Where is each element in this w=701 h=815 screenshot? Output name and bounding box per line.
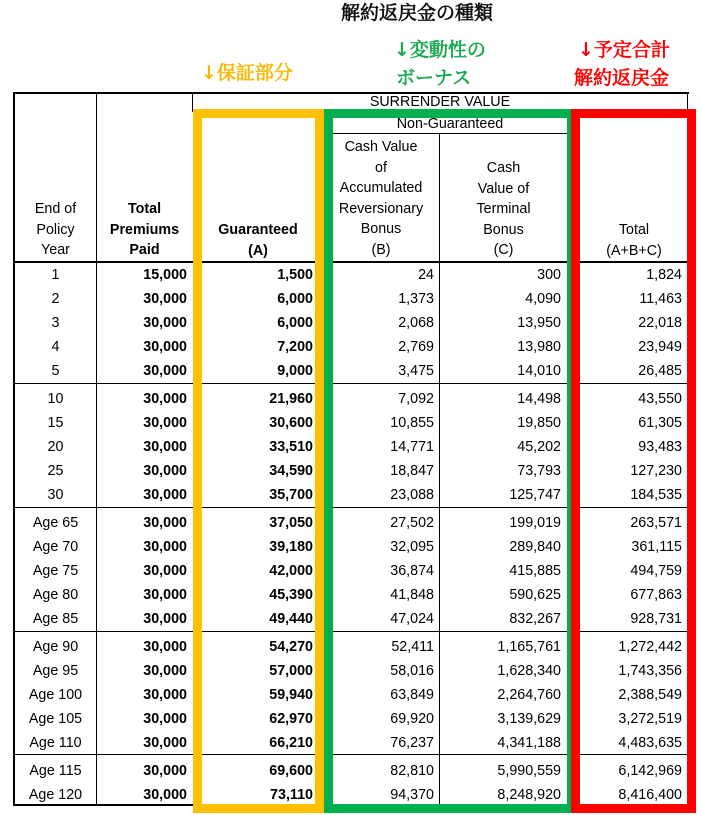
- cell-guaranteed: 59,940: [269, 687, 313, 703]
- cell-premiums: 30,000: [143, 763, 187, 779]
- cell-premiums: 30,000: [143, 315, 187, 331]
- cell-reversionary-bonus: 32,095: [390, 539, 434, 555]
- cell-total: 23,949: [638, 339, 682, 355]
- cell-total: 61,305: [638, 415, 682, 431]
- cell-premiums: 30,000: [143, 463, 187, 479]
- cell-guaranteed: 6,000: [277, 291, 313, 307]
- cell-guaranteed: 39,180: [269, 539, 313, 555]
- cell-guaranteed: 21,960: [269, 391, 313, 407]
- cell-premiums: 30,000: [143, 515, 187, 531]
- cell-total: 1,824: [646, 267, 682, 283]
- cell-total: 1,272,442: [618, 639, 682, 655]
- cell-reversionary-bonus: 47,024: [390, 611, 434, 627]
- cell-total: 1,743,356: [618, 663, 682, 679]
- cell-premiums: 30,000: [143, 487, 187, 503]
- guaranteed-highlight-box: [193, 109, 324, 813]
- header-total-premiums-paid: Total Premiums Paid: [109, 201, 180, 258]
- cell-guaranteed: 33,510: [269, 439, 313, 455]
- cell-premiums: 30,000: [143, 639, 187, 655]
- cell-total: 22,018: [638, 315, 682, 331]
- cell-reversionary-bonus: 82,810: [390, 763, 434, 779]
- cell-terminal-bonus: 415,885: [509, 563, 561, 579]
- cell-total: 928,731: [630, 611, 682, 627]
- cell-reversionary-bonus: 52,411: [391, 639, 434, 655]
- cell-terminal-bonus: 1,165,761: [497, 639, 561, 655]
- cell-guaranteed: 66,210: [269, 735, 313, 751]
- cell-terminal-bonus: 300: [537, 267, 561, 283]
- cell-reversionary-bonus: 7,092: [398, 391, 434, 407]
- cell-total: 2,388,549: [618, 687, 682, 703]
- cell-terminal-bonus: 45,202: [517, 439, 561, 455]
- cell-year: 3: [51, 315, 60, 331]
- cell-terminal-bonus: 13,950: [517, 315, 561, 331]
- cell-total: 184,535: [630, 487, 682, 503]
- cell-reversionary-bonus: 36,874: [390, 563, 434, 579]
- cell-year: 25: [47, 463, 64, 479]
- annotation-guaranteed: ↓保証部分: [201, 62, 293, 84]
- header-non-guaranteed: Non-Guaranteed: [396, 116, 504, 132]
- cell-year: 30: [47, 487, 64, 503]
- cell-terminal-bonus: 832,267: [509, 611, 561, 627]
- cell-year: 2: [51, 291, 60, 307]
- cell-guaranteed: 49,440: [269, 611, 313, 627]
- cell-reversionary-bonus: 94,370: [390, 787, 434, 803]
- cell-year: Age 75: [32, 563, 79, 579]
- cell-premiums: 30,000: [143, 415, 187, 431]
- cell-reversionary-bonus: 1,373: [398, 291, 434, 307]
- cell-premiums: 30,000: [143, 611, 187, 627]
- cell-total: 494,759: [630, 563, 682, 579]
- cell-total: 8,416,400: [618, 787, 682, 803]
- cell-year: 15: [47, 415, 64, 431]
- cell-terminal-bonus: 125,747: [509, 487, 561, 503]
- cell-total: 127,230: [630, 463, 682, 479]
- cell-year: Age 90: [32, 639, 79, 655]
- header-reversionary-bonus: Cash Value of Accumulated Reversionary Bonus (B): [338, 139, 424, 258]
- annotation-total-line2: 解約返戻金: [574, 67, 670, 89]
- cell-year: 20: [47, 439, 64, 455]
- cell-total: 43,550: [638, 391, 682, 407]
- cell-reversionary-bonus: 23,088: [390, 487, 434, 503]
- header-total-abc: Total (A+B+C): [606, 222, 662, 259]
- cell-year: Age 105: [28, 711, 83, 727]
- cell-reversionary-bonus: 76,237: [390, 735, 434, 751]
- cell-guaranteed: 7,200: [277, 339, 313, 355]
- cell-terminal-bonus: 13,980: [517, 339, 561, 355]
- cell-year: Age 110: [29, 735, 82, 751]
- cell-reversionary-bonus: 3,475: [398, 363, 434, 379]
- cell-premiums: 30,000: [143, 587, 187, 603]
- cell-premiums: 30,000: [143, 663, 187, 679]
- cell-premiums: 30,000: [143, 735, 187, 751]
- cell-guaranteed: 45,390: [269, 587, 313, 603]
- cell-terminal-bonus: 19,850: [517, 415, 561, 431]
- cell-terminal-bonus: 14,498: [517, 391, 561, 407]
- cell-total: 6,142,969: [618, 763, 682, 779]
- cell-year: 4: [51, 339, 60, 355]
- header-end-of-policy-year: End of Policy Year: [34, 201, 77, 258]
- header-guaranteed: Guaranteed (A): [218, 222, 298, 259]
- cell-terminal-bonus: 4,341,188: [497, 735, 561, 751]
- cell-terminal-bonus: 2,264,760: [497, 687, 561, 703]
- cell-total: 11,463: [639, 291, 682, 307]
- cell-year: 1: [51, 267, 60, 283]
- header-terminal-bonus: Cash Value of Terminal Bonus (C): [476, 160, 531, 258]
- annotation-title: 解約返戻金の種類: [341, 2, 494, 24]
- cell-premiums: 30,000: [143, 539, 187, 555]
- annotation-total-line1: ↓予定合計: [578, 39, 670, 61]
- cell-reversionary-bonus: 63,849: [390, 687, 434, 703]
- cell-premiums: 30,000: [143, 339, 187, 355]
- cell-reversionary-bonus: 24: [418, 267, 434, 283]
- cell-year: Age 100: [28, 687, 83, 703]
- cell-reversionary-bonus: 27,502: [390, 515, 434, 531]
- cell-guaranteed: 30,600: [269, 415, 313, 431]
- cell-terminal-bonus: 4,090: [525, 291, 561, 307]
- cell-reversionary-bonus: 14,771: [390, 439, 434, 455]
- header-surrender-value: SURRENDER VALUE: [369, 94, 511, 110]
- cell-premiums: 30,000: [143, 391, 187, 407]
- cell-year: 10: [47, 391, 64, 407]
- cell-terminal-bonus: 590,625: [509, 587, 561, 603]
- cell-total: 3,272,519: [618, 711, 682, 727]
- cell-terminal-bonus: 1,628,340: [497, 663, 561, 679]
- cell-reversionary-bonus: 41,848: [390, 587, 434, 603]
- cell-guaranteed: 9,000: [277, 363, 313, 379]
- cell-terminal-bonus: 8,248,920: [497, 787, 561, 803]
- cell-reversionary-bonus: 2,068: [398, 315, 434, 331]
- cell-terminal-bonus: 3,139,629: [497, 711, 561, 727]
- cell-premiums: 30,000: [143, 563, 187, 579]
- cell-terminal-bonus: 14,010: [517, 363, 561, 379]
- cell-terminal-bonus: 199,019: [509, 515, 561, 531]
- cell-premiums: 30,000: [143, 787, 187, 803]
- cell-year: 5: [51, 363, 60, 379]
- cell-year: Age 65: [32, 515, 79, 531]
- cell-reversionary-bonus: 58,016: [390, 663, 434, 679]
- cell-total: 361,115: [631, 539, 682, 555]
- variable-bonus-highlight-box: [324, 109, 576, 813]
- annotation-variable-line2: ボーナス: [396, 67, 472, 89]
- cell-total: 263,571: [630, 515, 682, 531]
- cell-total: 26,485: [638, 363, 682, 379]
- cell-guaranteed: 1,500: [277, 267, 313, 283]
- cell-reversionary-bonus: 18,847: [390, 463, 434, 479]
- cell-guaranteed: 62,970: [269, 711, 313, 727]
- cell-guaranteed: 57,000: [269, 663, 313, 679]
- cell-total: 93,483: [638, 439, 682, 455]
- cell-year: Age 85: [32, 611, 79, 627]
- cell-total: 4,483,635: [618, 735, 682, 751]
- cell-guaranteed: 42,000: [269, 563, 313, 579]
- cell-guaranteed: 37,050: [269, 515, 313, 531]
- cell-premiums: 30,000: [143, 439, 187, 455]
- cell-premiums: 30,000: [143, 363, 187, 379]
- cell-reversionary-bonus: 69,920: [390, 711, 434, 727]
- annotation-variable-line1: ↓変動性の: [394, 39, 486, 61]
- cell-guaranteed: 54,270: [269, 639, 313, 655]
- cell-terminal-bonus: 289,840: [509, 539, 561, 555]
- cell-reversionary-bonus: 2,769: [398, 339, 434, 355]
- cell-year: Age 115: [29, 763, 82, 779]
- cell-guaranteed: 35,700: [269, 487, 313, 503]
- cell-year: Age 120: [28, 787, 83, 803]
- cell-terminal-bonus: 5,990,559: [497, 763, 561, 779]
- cell-premiums: 15,000: [143, 267, 187, 283]
- cell-premiums: 30,000: [143, 711, 187, 727]
- cell-guaranteed: 34,590: [269, 463, 313, 479]
- annotation-variable-bonus: [394, 36, 486, 92]
- total-highlight-box: [571, 109, 696, 813]
- cell-premiums: 30,000: [143, 687, 187, 703]
- cell-reversionary-bonus: 10,855: [390, 415, 434, 431]
- cell-year: Age 70: [32, 539, 79, 555]
- cell-premiums: 30,000: [143, 291, 187, 307]
- cell-total: 677,863: [630, 587, 682, 603]
- cell-terminal-bonus: 73,793: [517, 463, 561, 479]
- cell-guaranteed: 69,600: [269, 763, 313, 779]
- cell-year: Age 80: [32, 587, 79, 603]
- cell-year: Age 95: [32, 663, 79, 679]
- annotation-total: [574, 36, 670, 92]
- cell-guaranteed: 73,110: [270, 787, 313, 803]
- cell-guaranteed: 6,000: [277, 315, 313, 331]
